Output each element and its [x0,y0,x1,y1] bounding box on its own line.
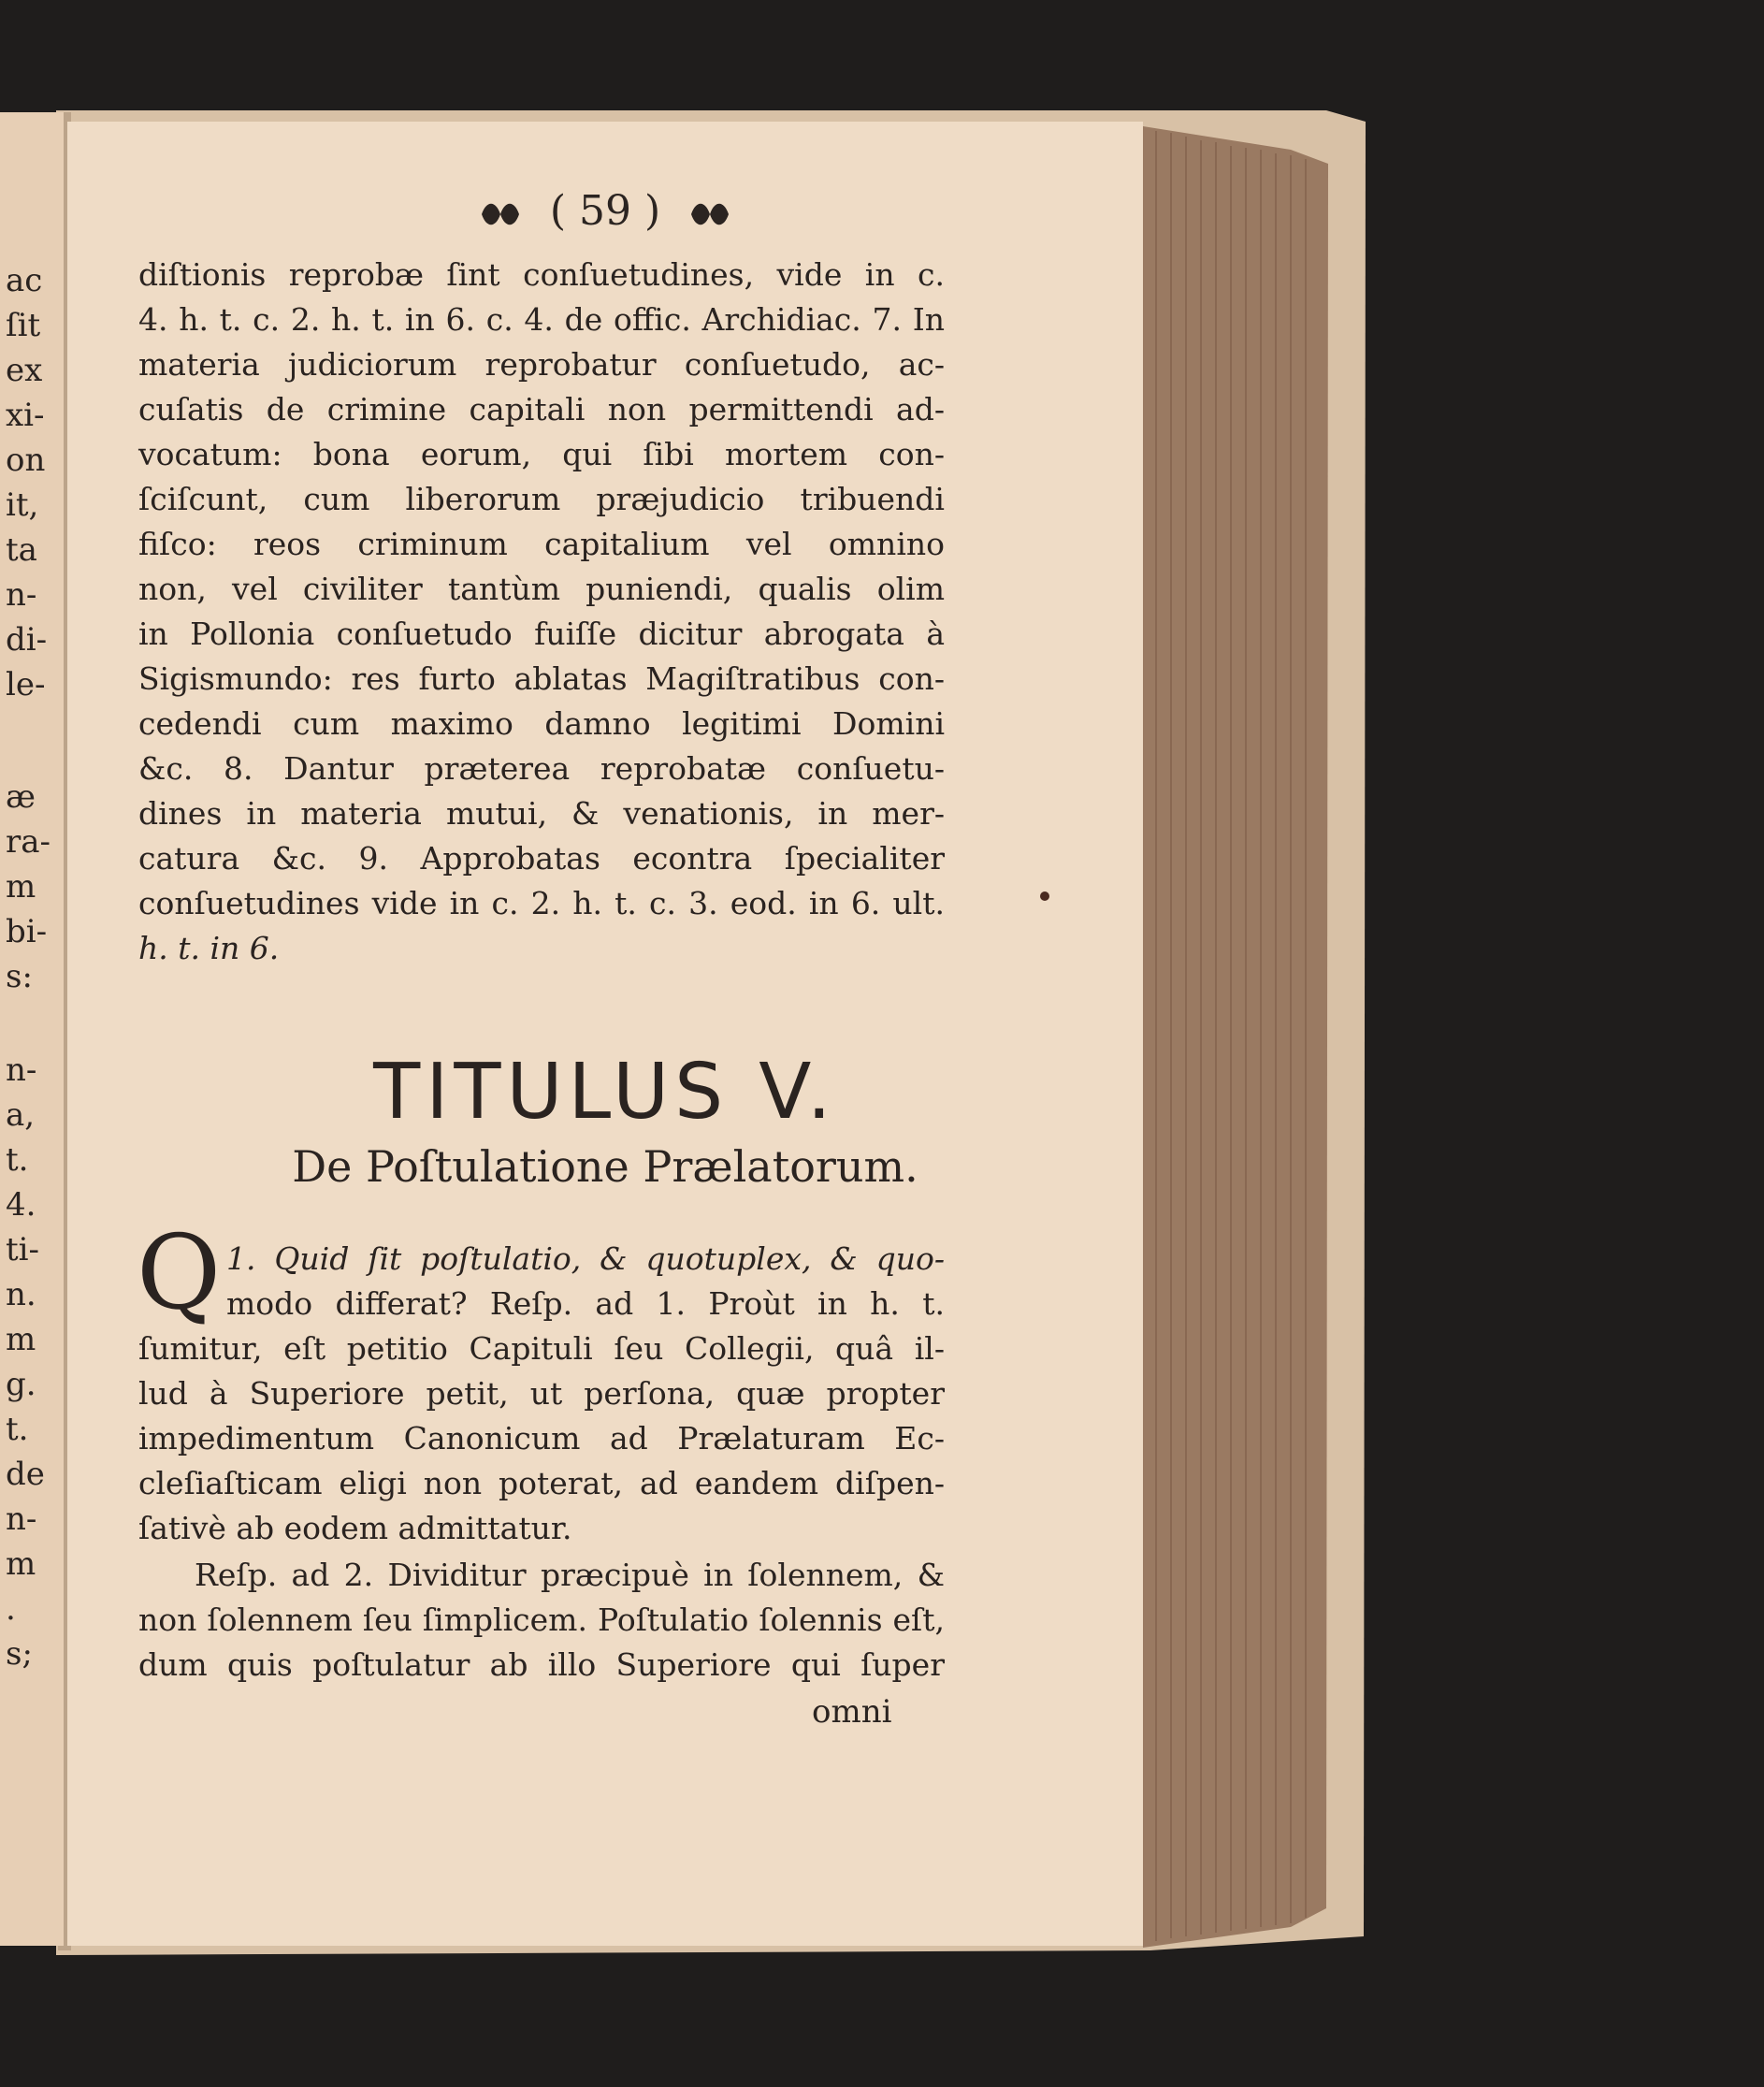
edge-text: di- [6,621,48,659]
fleuron-ornament-left [477,196,524,233]
edge-text: n- [6,1051,37,1089]
previous-page-edge [0,112,64,1946]
text-line: Reſp. ad 2. Dividitur præcipuè in ſolennem, & [195,1557,945,1593]
paragraph-customs [138,253,945,982]
edge-text: de [6,1456,45,1493]
text-line: vocatum: bona eorum, qui ſibi mortem con- [138,436,945,472]
edge-text: le- [6,666,46,703]
paragraph-postulation-division [138,1553,945,1693]
text-line: diſtionis reprobæ ſint conſuetudines, vide in c. [138,256,945,293]
page-number: ( 59 ) [549,187,661,235]
text-line: conſuetudines vide in c. 2. h. t. c. 3. eod. in 6. ult. [138,885,945,921]
edge-text: it, [6,486,39,524]
edge-text: ex [6,352,43,389]
edge-text: ac [6,262,43,299]
edge-text: m [6,1545,36,1583]
text-line: 1. Quid ſit poſtulatio, & quotuplex, & quo- [226,1240,945,1277]
edge-text: æ [6,778,36,816]
edge-text: t. [6,1141,29,1179]
section-subtitle: De Poſtulatione Prælatorum. [292,1141,918,1192]
section-title: TITULUS V. [373,1048,837,1137]
text-line: ſumitur, eſt petitio Capituli ſeu Collegii, quâ il- [138,1330,945,1367]
edge-text: ſit [6,307,41,344]
text-line: cedendi cum maximo damno legitimi Domini [138,705,945,742]
edge-text: ta [6,531,37,569]
running-header [67,187,1143,235]
catchword: omni [812,1693,892,1731]
edge-text: n. [6,1276,36,1313]
text-line: cleſiaſticam eligi non poterat, ad eandem diſpen- [138,1465,945,1501]
edge-text: a, [6,1096,36,1134]
text-line: catura &c. 9. Approbatas econtra ſpecialiter [138,840,945,877]
edge-text: n- [6,576,37,614]
text-line: in Pollonia conſuetudo fuiſſe dicitur abrogata à [138,616,945,652]
book-page [67,122,1143,1946]
text-line: non ſolennem ſeu ſimplicem. Poſtulatio ſolennis eſt, [138,1601,945,1638]
text-line: ſciſcunt, cum liberorum præjudicio tribuendi [138,481,945,517]
edge-text: s: [6,958,33,995]
drop-cap: Q [137,1212,222,1332]
text-line: non, vel civiliter tantùm puniendi, qualis olim [138,571,945,607]
edge-text: n- [6,1500,37,1538]
edge-text: on [6,442,46,479]
text-line: h. t. in 6. [138,930,280,966]
text-line: ſativè ab eodem admittatur. [138,1510,572,1546]
text-line: materia judiciorum reprobatur conſuetudo, ac- [138,346,945,383]
ink-spot [1040,891,1049,901]
edge-text: xi- [6,397,45,434]
text-line: Sigismundo: res furto ablatas Magiſtratibus con- [138,660,945,697]
edge-text: s; [6,1635,33,1673]
edge-text: g. [6,1366,36,1403]
edge-text: bi- [6,913,48,950]
paragraph-postulation-definition [138,1326,945,1560]
text-line: dines in materia mutui, & venationis, in mer- [138,795,945,832]
text-line: impedimentum Canonicum ad Prælaturam Ec- [138,1420,945,1457]
text-line: &c. 8. Dantur præterea reprobatæ conſuetu- [138,750,945,787]
paragraph-question-opening [226,1237,945,1330]
text-line: lud à Superiore petit, ut perſona, quæ propter [138,1375,945,1412]
edge-text: m [6,868,36,906]
edge-text: ti- [6,1231,40,1268]
edge-text: m [6,1321,36,1358]
edge-text: ra- [6,823,51,861]
text-line: 4. h. t. c. 2. h. t. in 6. c. 4. de offic. Archidiac. 7. In [138,301,945,338]
text-line: cuſatis de crimine capitali non permittendi ad- [138,391,945,428]
text-line: modo differat? Reſp. ad 1. Proùt in h. t. [226,1285,945,1322]
text-line: fiſco: reos criminum capitalium vel omnino [138,526,945,562]
fleuron-ornament-right [687,196,733,233]
text-line: dum quis poſtulatur ab illo Superiore qui ſuper [138,1646,945,1683]
edge-text: t. [6,1411,29,1448]
edge-text: . [6,1590,16,1628]
edge-text: 4. [6,1186,36,1224]
